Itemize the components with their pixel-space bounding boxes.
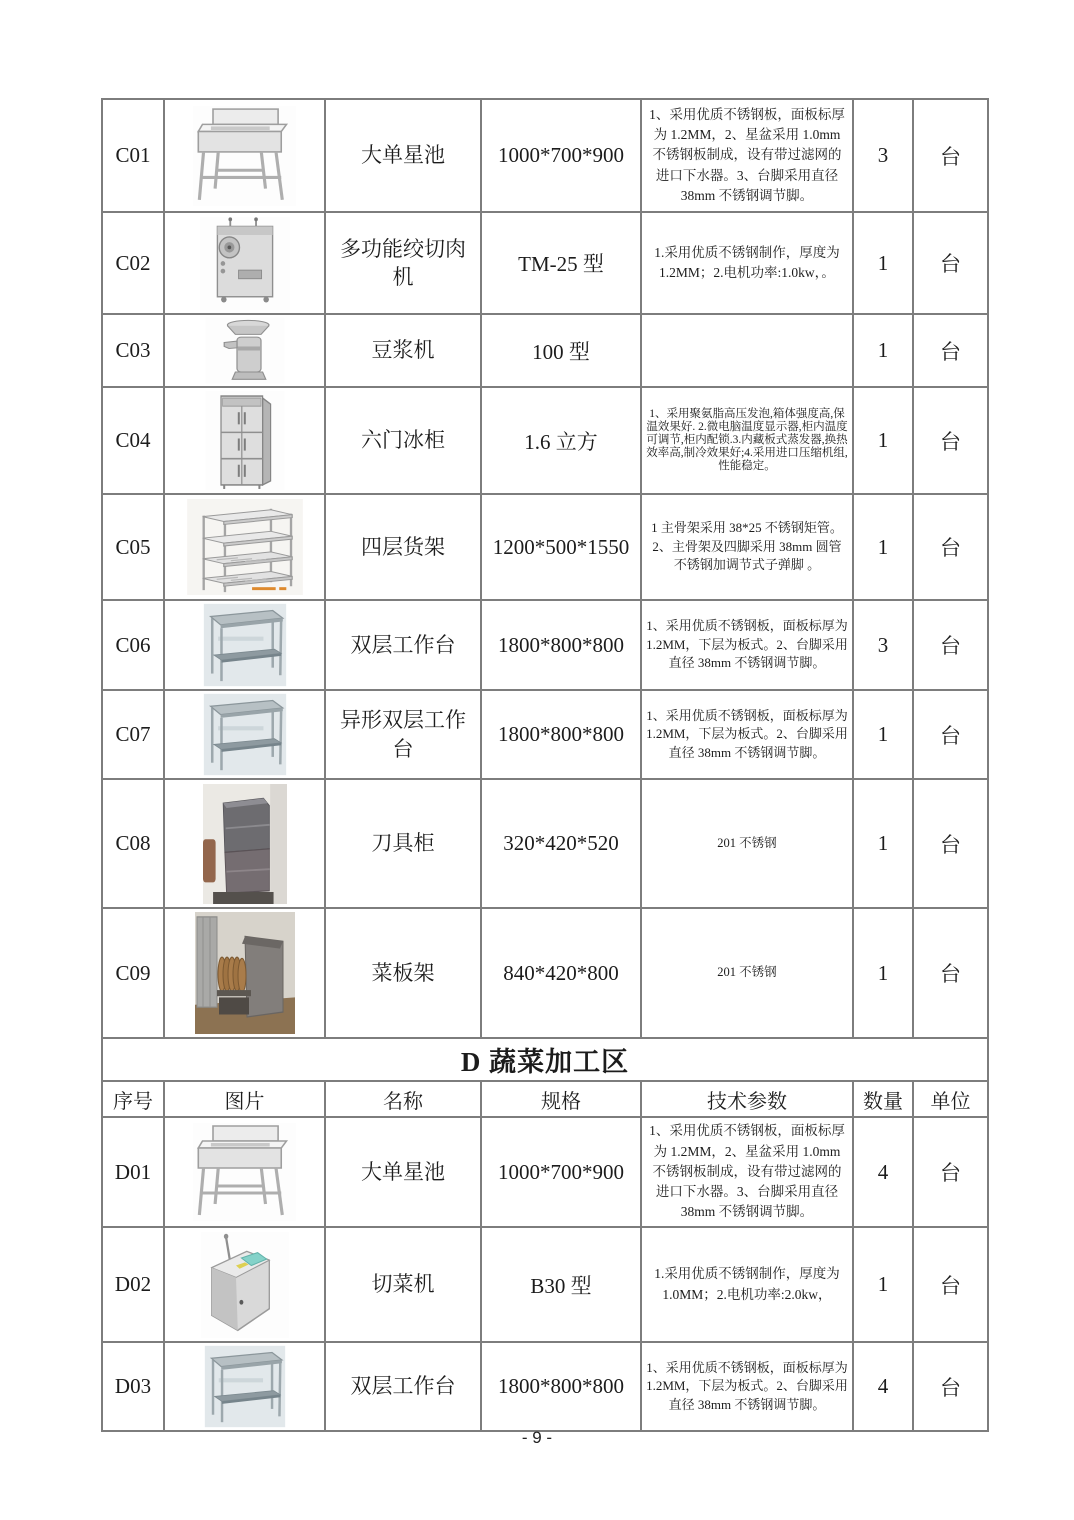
row-id-cell: C09 <box>102 908 164 1038</box>
params-cell: 1、采用优质不锈钢板，面板标厚为 1.2MM，2、星盆采用 1.0mm 不锈钢板制成，设有带过滤网的进口下水器。3、台脚采用直径 38mm 不锈钢调节脚。 <box>641 1117 853 1227</box>
params-cell: 1.采用优质不锈钢制作，厚度为 1.2MM；2.电机功率:1.0kw，。 <box>641 212 853 314</box>
qty-cell: 1 <box>853 779 913 908</box>
column-header-row <box>102 1081 988 1117</box>
spec-cell: 100 型 <box>481 314 641 387</box>
unit-cell: 台 <box>913 690 988 779</box>
equipment-table-body <box>102 99 988 1431</box>
row-id-cell: D03 <box>102 1342 164 1431</box>
row-id-cell: C03 <box>102 314 164 387</box>
product-image-cell <box>164 99 325 212</box>
row-id-cell: C06 <box>102 600 164 690</box>
name-cell: 双层工作台 <box>325 1342 481 1431</box>
column-header-5: 数量 <box>853 1081 913 1117</box>
qty-cell: 1 <box>853 1227 913 1342</box>
page-number: - 9 - <box>521 1428 553 1447</box>
unit-cell: 台 <box>913 908 988 1038</box>
params-cell: 201 不锈钢 <box>641 908 853 1038</box>
section-header-row <box>102 1038 988 1081</box>
column-header-3: 规格 <box>481 1081 641 1117</box>
spec-cell: 320*420*520 <box>481 779 641 908</box>
table-row <box>102 1117 988 1227</box>
unit-cell: 台 <box>913 387 988 494</box>
spec-cell: 840*420*800 <box>481 908 641 1038</box>
params-cell: 1、采用优质不锈钢板，面板标厚为 1.2MM，下层为板式。2、台脚采用直径 38mm 不锈钢调节脚。 <box>641 600 853 690</box>
name-cell: 双层工作台 <box>325 600 481 690</box>
product-image-cell <box>164 387 325 494</box>
name-cell: 四层货架 <box>325 494 481 600</box>
unit-cell: 台 <box>913 494 988 600</box>
table-row <box>102 1342 988 1431</box>
name-cell: 豆浆机 <box>325 314 481 387</box>
equipment-list-table <box>101 98 989 1432</box>
table-row <box>102 690 988 779</box>
name-cell: 切菜机 <box>325 1227 481 1342</box>
name-cell: 大单星池 <box>325 1117 481 1227</box>
qty-cell: 4 <box>853 1342 913 1431</box>
qty-cell: 3 <box>853 600 913 690</box>
name-cell: 异形双层工作台 <box>325 690 481 779</box>
row-id-cell: C08 <box>102 779 164 908</box>
params-cell: 1、采用聚氨脂高压发泡,箱体强度高,保温效果好. 2.微电脑温度显示器,柜内温度可调节,柜内配锁.3.内藏板式蒸发器,换热效率高,制冷效果好;4.采用进口压缩机组,性能稳定。 <box>641 387 853 494</box>
qty-cell: 1 <box>853 494 913 600</box>
product-image-cell <box>164 212 325 314</box>
product-image-cell <box>164 908 325 1038</box>
spec-cell: 1800*800*800 <box>481 690 641 779</box>
product-image-cell <box>164 314 325 387</box>
unit-cell: 台 <box>913 314 988 387</box>
spec-cell: 1200*500*1550 <box>481 494 641 600</box>
row-id-cell: D02 <box>102 1227 164 1342</box>
table-row <box>102 1227 988 1342</box>
spec-cell: 1000*700*900 <box>481 99 641 212</box>
product-image-cell <box>164 600 325 690</box>
product-image-cell <box>164 690 325 779</box>
spec-cell: B30 型 <box>481 1227 641 1342</box>
column-header-1: 图片 <box>164 1081 325 1117</box>
table-row <box>102 387 988 494</box>
spec-cell: 1.6 立方 <box>481 387 641 494</box>
spec-cell: 1800*800*800 <box>481 1342 641 1431</box>
table-row <box>102 908 988 1038</box>
row-id-cell: C01 <box>102 99 164 212</box>
table-row <box>102 314 988 387</box>
params-cell: 1、采用优质不锈钢板，面板标厚为 1.2MM，下层为板式。2、台脚采用直径 38mm 不锈钢调节脚。 <box>641 1342 853 1431</box>
spec-cell: 1000*700*900 <box>481 1117 641 1227</box>
unit-cell: 台 <box>913 779 988 908</box>
double-layer-table-image <box>204 1345 286 1428</box>
qty-cell: 3 <box>853 99 913 212</box>
params-cell: 201 不锈钢 <box>641 779 853 908</box>
unit-cell: 台 <box>913 1227 988 1342</box>
knife-cabinet-photo-image <box>203 784 287 904</box>
table-row <box>102 600 988 690</box>
unit-cell: 台 <box>913 212 988 314</box>
unit-cell: 台 <box>913 99 988 212</box>
unit-cell: 台 <box>913 1117 988 1227</box>
row-id-cell: C02 <box>102 212 164 314</box>
double-layer-table-image <box>203 693 287 776</box>
unit-cell: 台 <box>913 1342 988 1431</box>
meat-grinder-image <box>199 216 291 311</box>
single-sink-image <box>192 1122 297 1222</box>
qty-cell: 1 <box>853 212 913 314</box>
product-image-cell <box>164 1117 325 1227</box>
name-cell: 菜板架 <box>325 908 481 1038</box>
spec-cell: 1800*800*800 <box>481 600 641 690</box>
params-cell: 1 主骨架采用 38*25 不锈钢矩管。2、主骨架及四脚采用 38mm 圆管不锈钢加调节式子弹脚 。 <box>641 494 853 600</box>
product-image-cell <box>164 1342 325 1431</box>
row-id-cell: C04 <box>102 387 164 494</box>
column-header-0: 序号 <box>102 1081 164 1117</box>
qty-cell: 1 <box>853 908 913 1038</box>
name-cell: 大单星池 <box>325 99 481 212</box>
column-header-4: 技术参数 <box>641 1081 853 1117</box>
product-image-cell <box>164 494 325 600</box>
params-cell: 1、采用优质不锈钢板，面板标厚为 1.2MM，下层为板式。2、台脚采用直径 38mm 不锈钢调节脚。 <box>641 690 853 779</box>
qty-cell: 1 <box>853 690 913 779</box>
row-id-cell: D01 <box>102 1117 164 1227</box>
six-door-fridge-image <box>205 390 285 491</box>
single-sink-image <box>192 105 297 207</box>
qty-cell: 1 <box>853 314 913 387</box>
table-row <box>102 779 988 908</box>
double-layer-table-image <box>203 603 287 687</box>
qty-cell: 1 <box>853 387 913 494</box>
table-row <box>102 494 988 600</box>
name-cell: 六门冰柜 <box>325 387 481 494</box>
table-row <box>102 99 988 212</box>
column-header-6: 单位 <box>913 1081 988 1117</box>
table-row <box>102 212 988 314</box>
qty-cell: 4 <box>853 1117 913 1227</box>
cutting-board-rack-photo-image <box>195 912 295 1034</box>
row-id-cell: C07 <box>102 690 164 779</box>
name-cell: 多功能绞切肉机 <box>325 212 481 314</box>
params-cell: 1.采用优质不锈钢制作，厚度为 1.0MM；2.电机功率:2.0kw， <box>641 1227 853 1342</box>
params-cell: 1、采用优质不锈钢板，面板标厚为 1.2MM，2、星盆采用 1.0mm 不锈钢板制成，设有带过滤网的进口下水器。3、台脚采用直径 38mm 不锈钢调节脚。 <box>641 99 853 212</box>
section-d-title: D 蔬菜加工区 <box>102 1038 988 1081</box>
row-id-cell: C05 <box>102 494 164 600</box>
four-layer-shelf-image <box>186 498 304 596</box>
soymilk-machine-image <box>205 317 285 384</box>
unit-cell: 台 <box>913 600 988 690</box>
product-image-cell <box>164 1227 325 1342</box>
product-image-cell <box>164 779 325 908</box>
column-header-2: 名称 <box>325 1081 481 1117</box>
vegetable-cutter-image <box>200 1231 290 1339</box>
name-cell: 刀具柜 <box>325 779 481 908</box>
params-cell <box>641 314 853 387</box>
spec-cell: TM-25 型 <box>481 212 641 314</box>
